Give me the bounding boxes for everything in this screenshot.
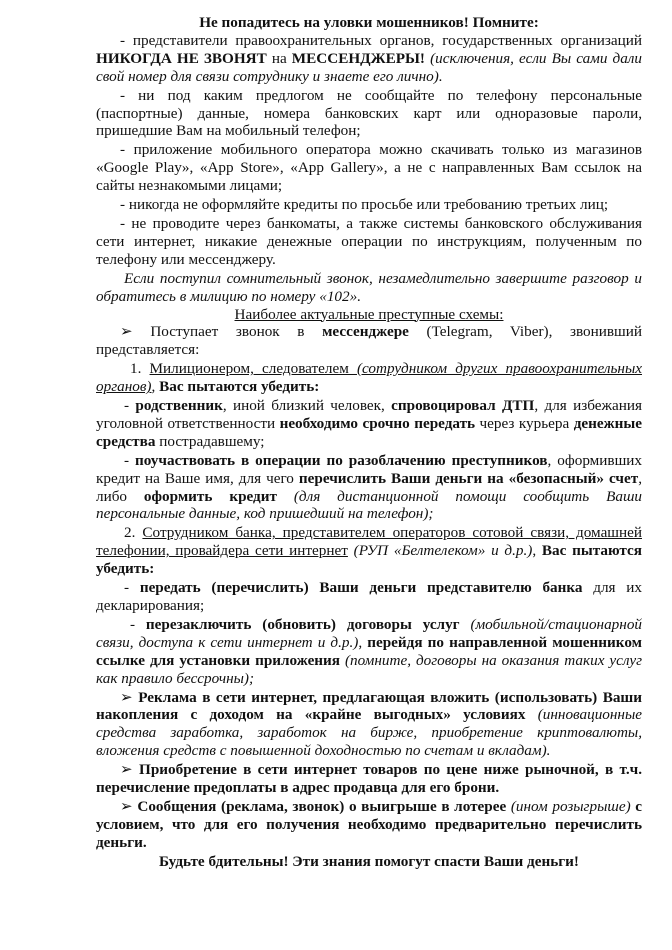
schemes-heading: Наиболее актуальные преступные схемы: bbox=[234, 305, 504, 323]
scheme-messenger-call: ➢ Поступает звонок в мессенджере (Telegram, Viber), звонивший представляется: bbox=[96, 323, 643, 359]
warning-personal-data: - ни под каким предлогом не сообщайте по телефону персональные (паспортные) данные, номера банковских карт или одноразовые пароли, пришедшие Вам на мобильный телефон; bbox=[96, 86, 642, 140]
leaflet-title: Не попадитесь на уловки мошенников! Помните: bbox=[199, 14, 539, 31]
scheme-renew-contracts: - перезаключить (обновить) договоры услуг (мобильной/стационарной связи, доступа к сети интернет и д.р.), перейдя по направленной мошенником ссылке для установки приложения (помните, договоры на оказания таких услуг как правило бессрочны); bbox=[96, 615, 643, 687]
leaflet-footer: Будьте бдительны! Эти знания помогут спасти Ваши деньги! bbox=[159, 852, 579, 870]
scheme-investment-ads: ➢ Реклама в сети интернет, предлагающая вложить (использовать) Ваши накопления с доходом на «крайне выгодных» условиях (инновационные средства заработка, заработок на бирже, приобретение криптовалюты, вложения средств с повышенной доходностью по счетам и вкладам). bbox=[96, 688, 642, 760]
arrow-bullet-icon: ➢ bbox=[120, 797, 133, 815]
scheme-bank-employee: 2. Сотрудником банка, представителем операторов сотовой связи, домашней телефонии, провайдера сети интернет (РУП «Белтелеком» и д.р.), Вас пытаются убедить: bbox=[96, 524, 643, 578]
warning-app-stores: - приложение мобильного оператора можно скачивать только из магазинов «Google Play», «App Store», «App Gallery», а не с направленных Вам ссылок на сайты незнакомыми лицами; bbox=[96, 141, 642, 195]
arrow-bullet-icon: ➢ bbox=[120, 688, 133, 706]
call-police-advice: Если поступил сомнительный звонок, незамедлительно завершите разговор и обратитесь в милицию по номеру «102». bbox=[96, 269, 642, 305]
arrow-bullet-icon: ➢ bbox=[120, 761, 133, 779]
warning-credits: - никогда не оформляйте кредиты по просьбе или требованию третьих лиц; bbox=[120, 196, 609, 214]
arrow-bullet-icon: ➢ bbox=[120, 323, 133, 341]
warning-police-messengers: - представители правоохранительных органов, государственных организаций НИКОГДА НЕ ЗВОНЯТ на МЕССЕНДЖЕРЫ! (исключения, если Вы сами дали свой номер для связи сотруднику и знаете его лично). bbox=[96, 31, 643, 85]
scheme-police-officer: 1. Милиционером, следователем (сотрудником других правоохранительных органов), Вас пытаются убедить: bbox=[96, 360, 642, 396]
scheme-relative-accident: - родственник, иной близкий человек, спровоцировал ДТП, для избежания уголовной ответственности необходимо срочно передать через курьера денежные средства пострадавшему; bbox=[96, 397, 642, 450]
scheme-lottery-win: ➢ Сообщения (реклама, звонок) о выигрыше в лотерее (ином розыгрыше) с условием, что для его получения необходимо предварительно перечислить деньги. bbox=[96, 797, 642, 851]
scheme-cheap-goods: ➢ Приобретение в сети интернет товаров по цене ниже рыночной, в т.ч. перечисление предоплаты в адрес продавца для его брони. bbox=[96, 761, 643, 797]
scheme-fraud-operation: - поучаствовать в операции по разоблачению преступников, оформивших кредит на Ваше имя, для чего перечислить Ваши деньги на «безопасный» счет, либо оформить кредит (для дистанционной помощи сообщить Ваши персональные данные, код пришедший на телефон); bbox=[96, 451, 643, 523]
warning-atm-operations: - не проводите через банкоматы, а также системы банковского обслуживания сети интернет, никакие денежные операции по инструкциям, полученным по телефону или мессенджеру. bbox=[96, 214, 642, 268]
scheme-transfer-to-bank: - передать (перечислить) Ваши деньги представителю банка для их декларирования; bbox=[96, 579, 642, 614]
